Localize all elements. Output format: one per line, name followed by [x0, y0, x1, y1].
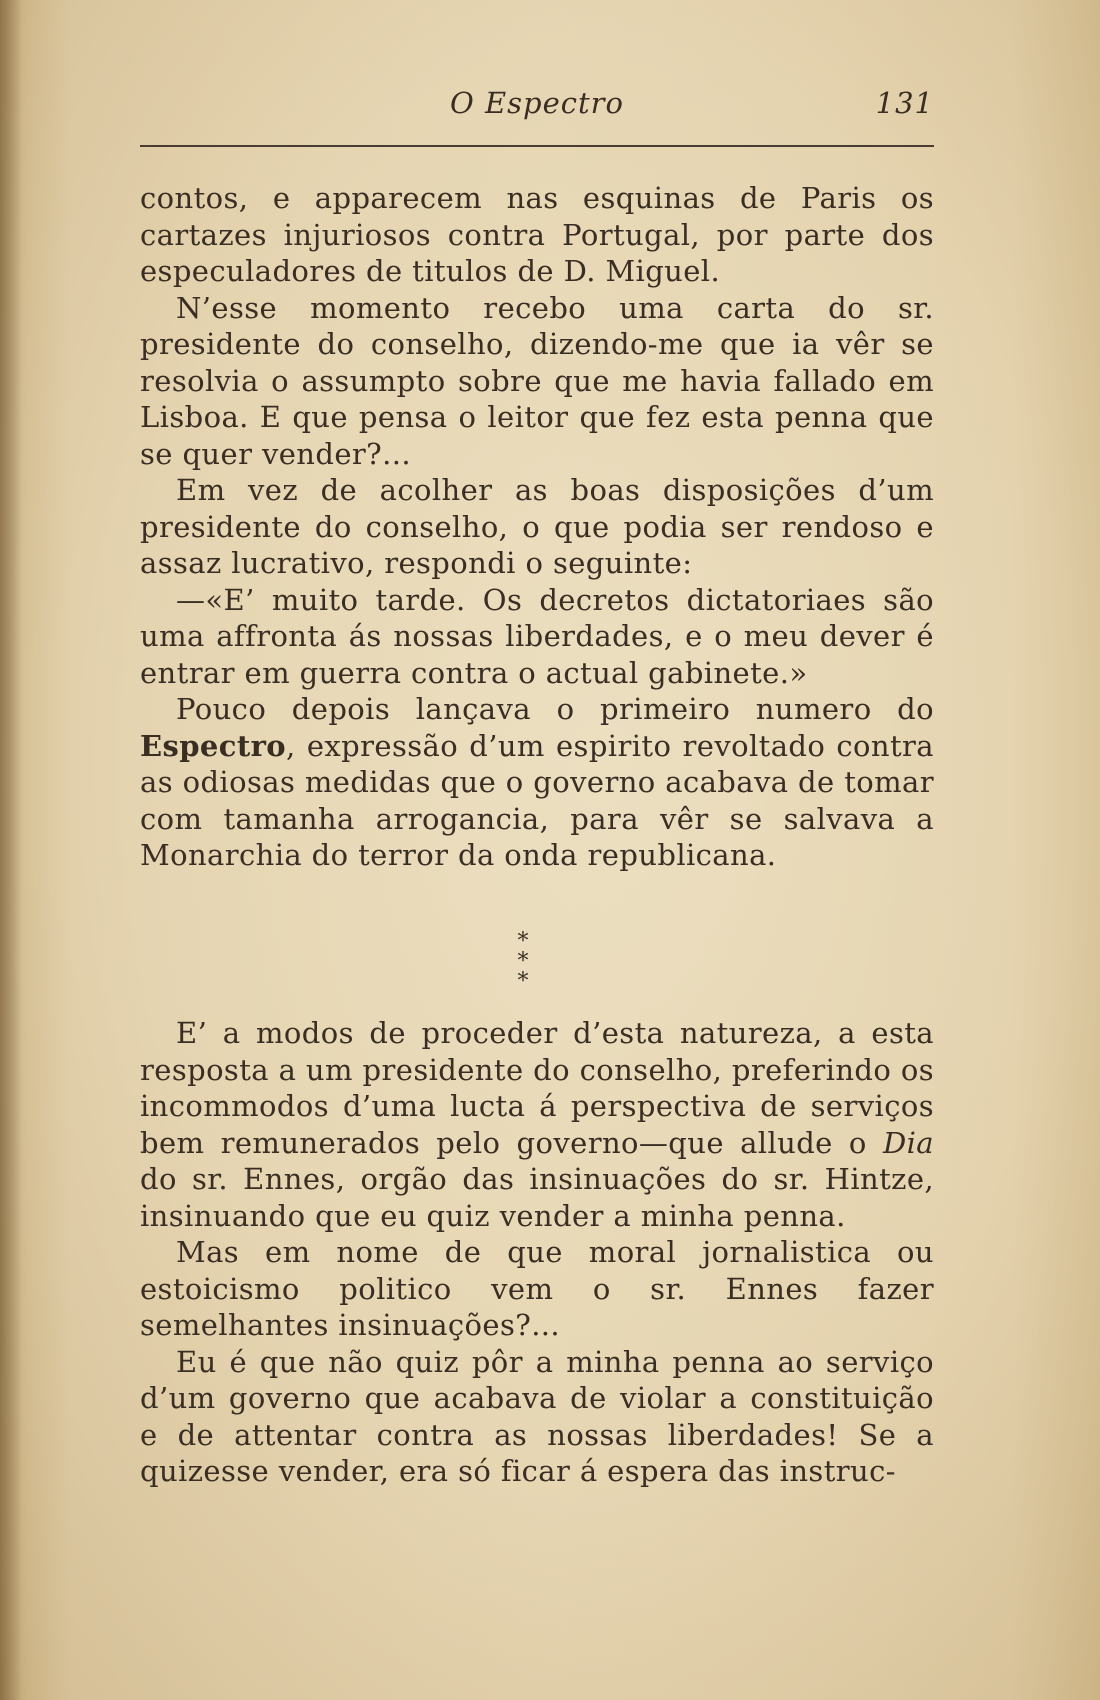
- asterism-top: *: [517, 929, 529, 954]
- running-head: [140, 80, 934, 128]
- asterism-ornament: [478, 929, 568, 994]
- paragraph-text: Eu é que não quiz pôr a minha penna ao serviço d’um governo que acabava de violar a constituição e de attentar contra as nossas liberdades! Se a quizesse vender, era só ficar á espera das instruc-: [140, 1344, 934, 1488]
- paragraph-text: Mas em nome de que moral jornalistica ou estoicismo politico vem o sr. Ennes fazer semelhantes insinuações?...: [140, 1235, 934, 1342]
- paragraph: [140, 1234, 934, 1344]
- paragraph: [140, 582, 934, 692]
- paragraph-text: N’esse momento recebo uma carta do sr. presidente do conselho, dizendo-me que ia vêr se resolvia o assumpto sobre que me havia fallado em Lisboa. E que pensa o leitor que fez esta penna que se quer vender?...: [140, 290, 934, 471]
- paragraph: [140, 1344, 934, 1490]
- paragraph: [140, 1015, 934, 1234]
- text-block-1: [140, 180, 934, 874]
- page-number: 131: [875, 86, 934, 120]
- paragraph: [140, 472, 934, 582]
- paragraph: [140, 691, 934, 874]
- paragraph-text: —«E’ muito tarde. Os decretos dictatoriaes são uma affronta ás nossas liberdades, e o meu dever é entrar em guerra contra o actual gabinete.»: [140, 582, 934, 690]
- paragraph-text: contos, e apparecem nas esquinas de Paris os cartazes injuriosos contra Portugal, por parte dos especuladores de titulos de D. Miguel.: [140, 181, 934, 288]
- paragraph: [140, 290, 934, 473]
- paragraph-text: , expressão d’um espirito revoltado contra as odiosas medidas que o governo acabava de tomar com tamanha arrogancia, para vêr se salvava a Monarchia do terror da onda republicana.: [140, 728, 934, 872]
- bold-title-espectro: Espectro: [140, 728, 287, 763]
- header-rule: [140, 145, 934, 147]
- asterism-bottom: * *: [517, 949, 549, 994]
- italic-title-dia: Dia: [882, 1125, 934, 1160]
- running-title: O Espectro: [450, 86, 624, 120]
- text-block-2: [140, 1015, 934, 1490]
- paragraph-text: do sr. Ennes, orgão das insinuações do sr. Hintze, insinuando que eu quiz vender a minha penna.: [140, 1162, 934, 1233]
- paragraph-text: Pouco depois lançava o primeiro numero do: [176, 692, 934, 726]
- paragraph: [140, 180, 934, 290]
- paragraph-text: E’ a modos de proceder d’esta natureza, a esta resposta a um presidente do conselho, preferindo os incommodos d’uma lucta á perspectiva de serviços bem remunerados pelo governo—que allude o: [140, 1016, 934, 1160]
- paragraph-text: Em vez de acolher as boas disposições d’um presidente do conselho, o que podia ser rendoso e assaz lucrativo, respondi o seguinte:: [140, 473, 934, 580]
